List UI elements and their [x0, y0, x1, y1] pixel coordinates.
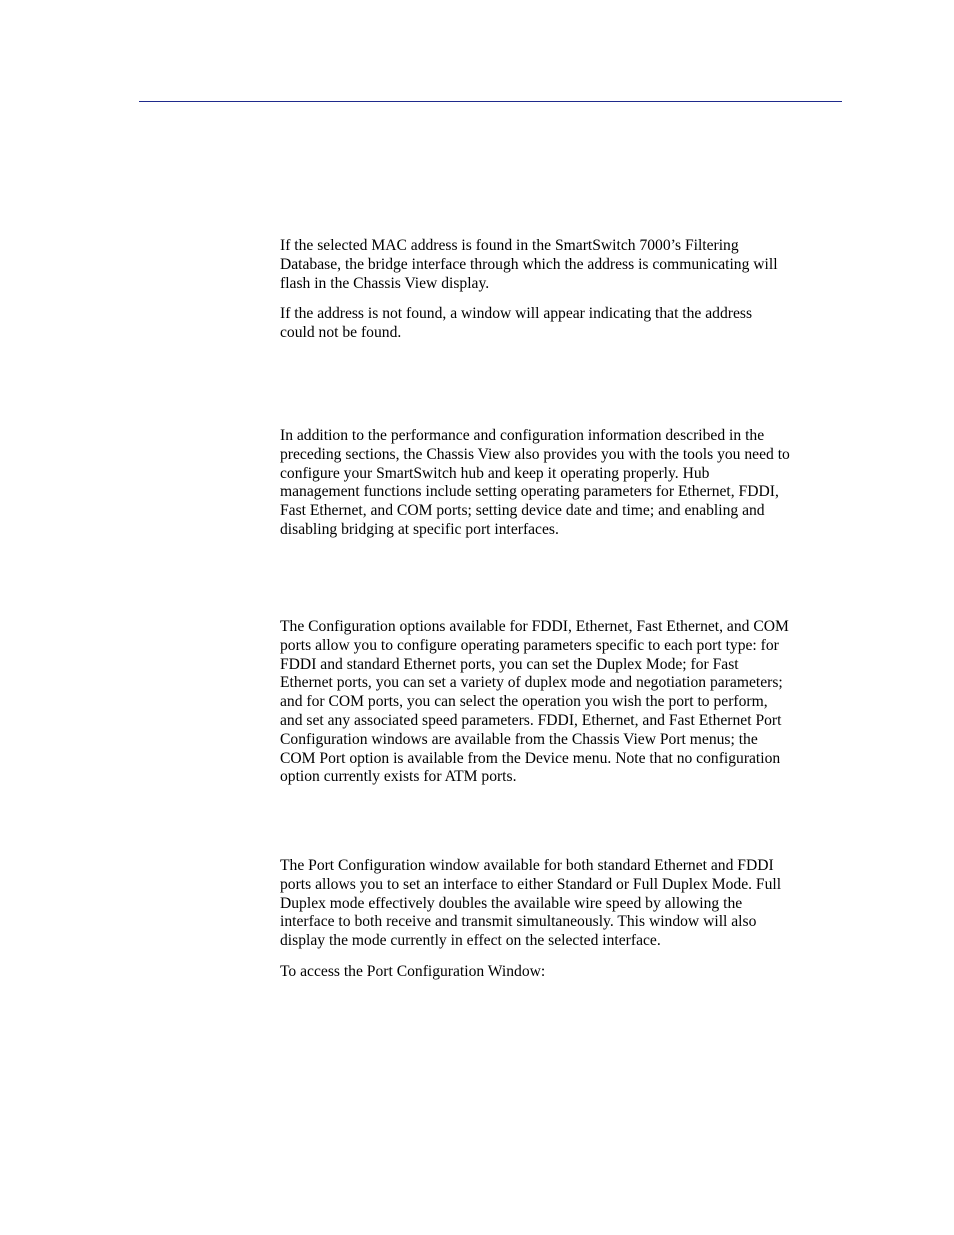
text-line: could not be found.: [280, 323, 402, 341]
text-line: flash in the Chassis View display.: [280, 274, 490, 292]
text-line: If the selected MAC address is found in the SmartSwitch 7000’s Filtering: [280, 237, 739, 254]
text-line: and set any associated speed parameters. FDDI, Ethernet, and Fast Ethernet Port: [280, 711, 782, 729]
text-line: display the mode currently in effect on the selected interface.: [280, 932, 661, 950]
text-line: ports allow you to configure operating parameters specific to each port type: for: [280, 636, 779, 654]
text-line: Fast Ethernet, and COM ports; setting device date and time; and enabling and: [280, 502, 765, 520]
text-line: preceding sections, the Chassis View also provides you with the tools you need to: [280, 445, 790, 463]
paragraph-access-instruction: [280, 963, 842, 982]
text-line: If the address is not found, a window will appear indicating that the address: [280, 305, 753, 322]
paragraph-configuration-options: [280, 618, 842, 787]
text-line: Ethernet ports, you can set a variety of duplex mode and negotiation parameters;: [280, 674, 783, 692]
text-line: COM Port option is available from the Device menu. Note that no configuration: [280, 749, 781, 767]
header-rule: [139, 101, 842, 102]
text-line: configure your SmartSwitch hub and keep it operating properly. Hub: [280, 464, 710, 482]
text-line: management functions include setting operating parameters for Ethernet, FDDI,: [280, 483, 779, 501]
text-line: FDDI and standard Ethernet ports, you can set the Duplex Mode; for Fast: [280, 655, 739, 673]
paragraph-mac-found: [280, 237, 842, 293]
text-line: The Port Configuration window available for both standard Ethernet and FDDI: [280, 857, 774, 874]
text-line: and for COM ports, you can select the operation you wish the port to perform,: [280, 693, 768, 711]
text-line: In addition to the performance and configuration information described in the: [280, 427, 765, 444]
paragraph-port-configuration-window: [280, 857, 842, 951]
text-line: The Configuration options available for FDDI, Ethernet, Fast Ethernet, and COM: [280, 618, 789, 635]
text-line: To access the Port Configuration Window:: [280, 963, 546, 980]
text-line: Configuration windows are available from the Chassis View Port menus; the: [280, 730, 758, 748]
text-line: ports allows you to set an interface to either Standard or Full Duplex Mode. Full: [280, 875, 782, 893]
text-line: option currently exists for ATM ports.: [280, 768, 517, 786]
text-line: Database, the bridge interface through which the address is communicating will: [280, 255, 778, 273]
text-line: interface to both receive and transmit simultaneously. This window will also: [280, 913, 757, 931]
text-line: Duplex mode effectively doubles the available wire speed by allowing the: [280, 894, 743, 912]
text-line: disabling bridging at specific port interfaces.: [280, 520, 559, 538]
paragraph-hub-management: [280, 427, 842, 540]
paragraph-mac-not-found: [280, 305, 842, 343]
